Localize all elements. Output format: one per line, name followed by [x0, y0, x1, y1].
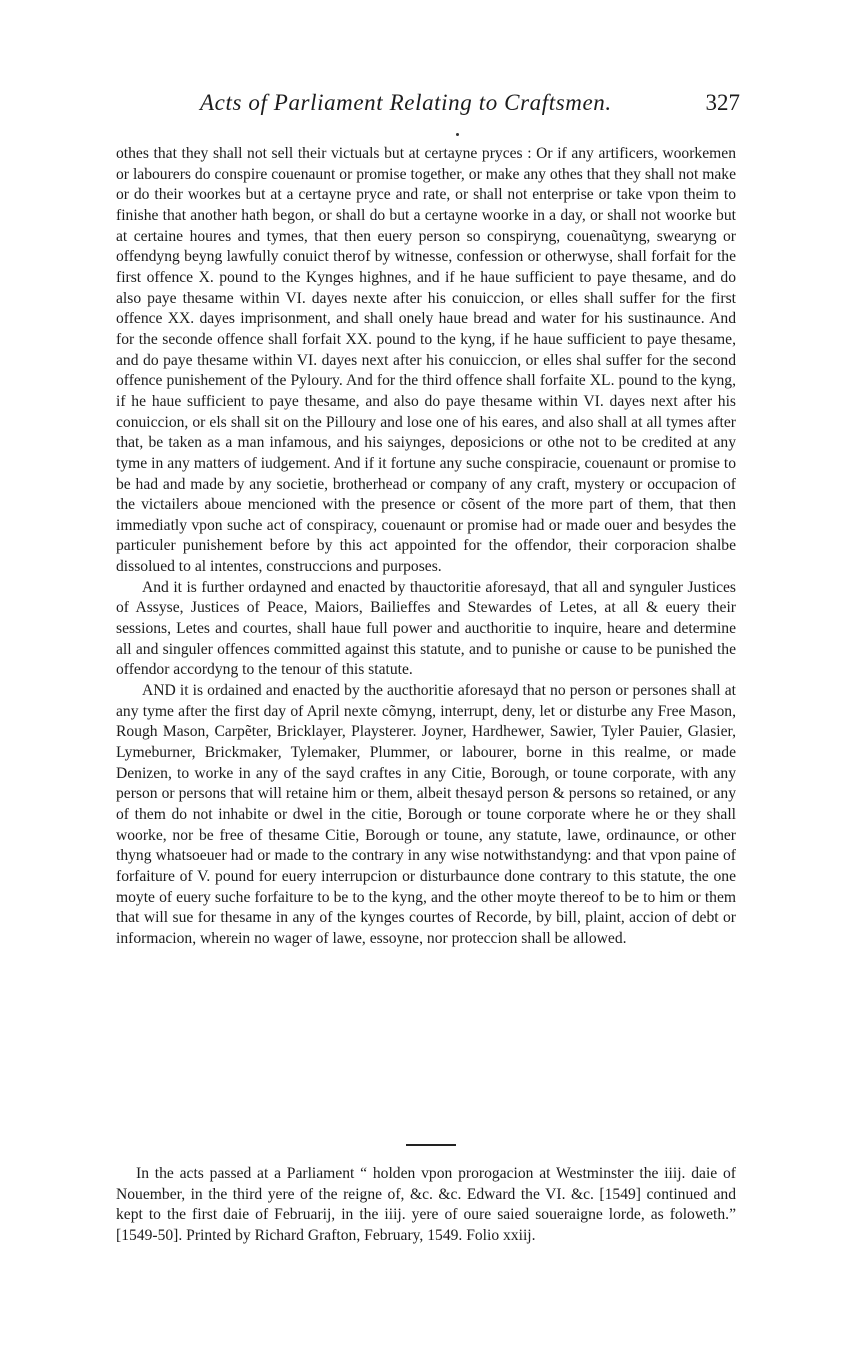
- running-head: [200, 90, 740, 120]
- paragraph-justices: And it is further ordayned and enacted by thauctoritie aforesayd, that all and synguler Justices of Assyse, Justices of Peace, Maiors, Bailieffes and Stewardes of Letes, at all & euery their sessions, Letes and courtes, shall haue full power and aucthoritie to inquire, heare and determine all and singuler offences committed against this statute, and to punishe or cause to be punished the offendor accordyng to the tenour of this statute.: [116, 578, 736, 679]
- editorial-note: [116, 1164, 736, 1247]
- paragraph-continuation: othes that they shall not sell their victuals but at certayne pryces : Or if any artificers, woorkemen or labourers do conspire couenaunt or promise together, or make any othes that they shall not make or do their woorkes but at a certayne pryce and rate, or shall not enterprise or take vpon theim to finishe that another hath begon, or shall do but a certayne woorke in a day, or shall not woorke but at certaine houres and tymes, that then euery person so conspiryng, couenaũtyng, swearyng or offendyng beyng lawfully conuict therof by witnesse, confession or otherwyse, shall forfait for the first offence X. pound to the Kynges highnes, and if he haue sufficient to paye thesame, and do also paye thesame within VI. dayes nexte after his conuiccion, or elles shall suffer for the first offence XX. dayes imprisonment, and shall onely haue bread and water for his sustinaunce. And for the seconde offence shall forfait XX. pound to the kyng, if he haue sufficient to paye thesame, and do paye thesame within VI. dayes next after his conuiccion, or elles shal suffer for the second offence punishement of the Pyloury. And for the third offence shall forfaite XL. pound to the kyng, if he haue sufficient to paye thesame, and also do paye thesame within VI. dayes next after his conuiccion, or els shall sit on the Pilloury and lose one of his eares, and also shall at all tymes after that, be taken as a man infamous, and his saiynges, deposicions or othe not to be credited at any tyme in any matters of iudgement. And if it fortune any suche conspiracie, couenaunt or promise to be had and made by any societie, brotherhead or company of any craft, mystery or occupacion of the victailers aboue mencioned with the presence or cõsent of the more part of them, that then immediatly vpon suche act of conspiracy, couenaunt or promise had or made ouer and besydes the particuler punishement before by this act appointed for the offendor, their corporacion shalbe dissolued to al intentes, construccions and purposes.: [116, 145, 736, 576]
- note-paragraph: In the acts passed at a Parliament “ holden vpon prorogacion at Westminster the iiij. daie of Nouember, in the third yere of the reigne of, &c. &c. Edward the VI. &c. [1549] continued and kept to the first daie of Februarij, in the iiij. yere of oure saied soueraigne lorde, as foloweth.” [1549-50]. Printed by Richard Grafton, February, 1549. Folio xxiij.: [116, 1165, 736, 1244]
- print-speck-mark: [456, 133, 459, 136]
- statute-body-text: [116, 144, 736, 950]
- paragraph-masons: AND it is ordained and enacted by the aucthoritie aforesayd that no person or persones shall at any tyme after the first day of April nexte cõmyng, interrupt, deny, let or disturbe any Free Mason, Rough Mason, Carpẽter, Bricklayer, Playsterer. Joyner, Hardhewer, Sawier, Tyler Pauier, Glasier, Lymeburner, Brickmaker, Tylemaker, Plummer, or labourer, borne in this realme, or made Denizen, to worke in any of the sayd craftes in any Citie, Borough, or toune corporate, with any person or persons that will retaine him or them, albeit thesayd person & persons so retained, or any of them do not inhabite or dwel in the citie, Borough or toune corporate where he or they shall woorke, nor be free of thesame Citie, Borough or toune, any statute, lawe, ordinaunce, or other thyng whatsoeuer had or made to the contrary in any wise notwithstandyng: and that vpon paine of forfaiture of V. pound for euery interrupcion or disturbaunce done contrary to this statute, the one moyte of euery suche forfaiture to be to the kyng, and the other moyte thereof to be to him or them that will sue for thesame in any of the kynges courtes of Recorde, by bill, plaint, accion of debt or informacion, wherein no wager of lawe, essoyne, nor proteccion shall be allowed.: [116, 682, 736, 947]
- section-divider: [406, 1144, 456, 1146]
- running-title: Acts of Parliament Relating to Craftsmen.: [200, 90, 612, 115]
- page-number: 327: [705, 90, 740, 115]
